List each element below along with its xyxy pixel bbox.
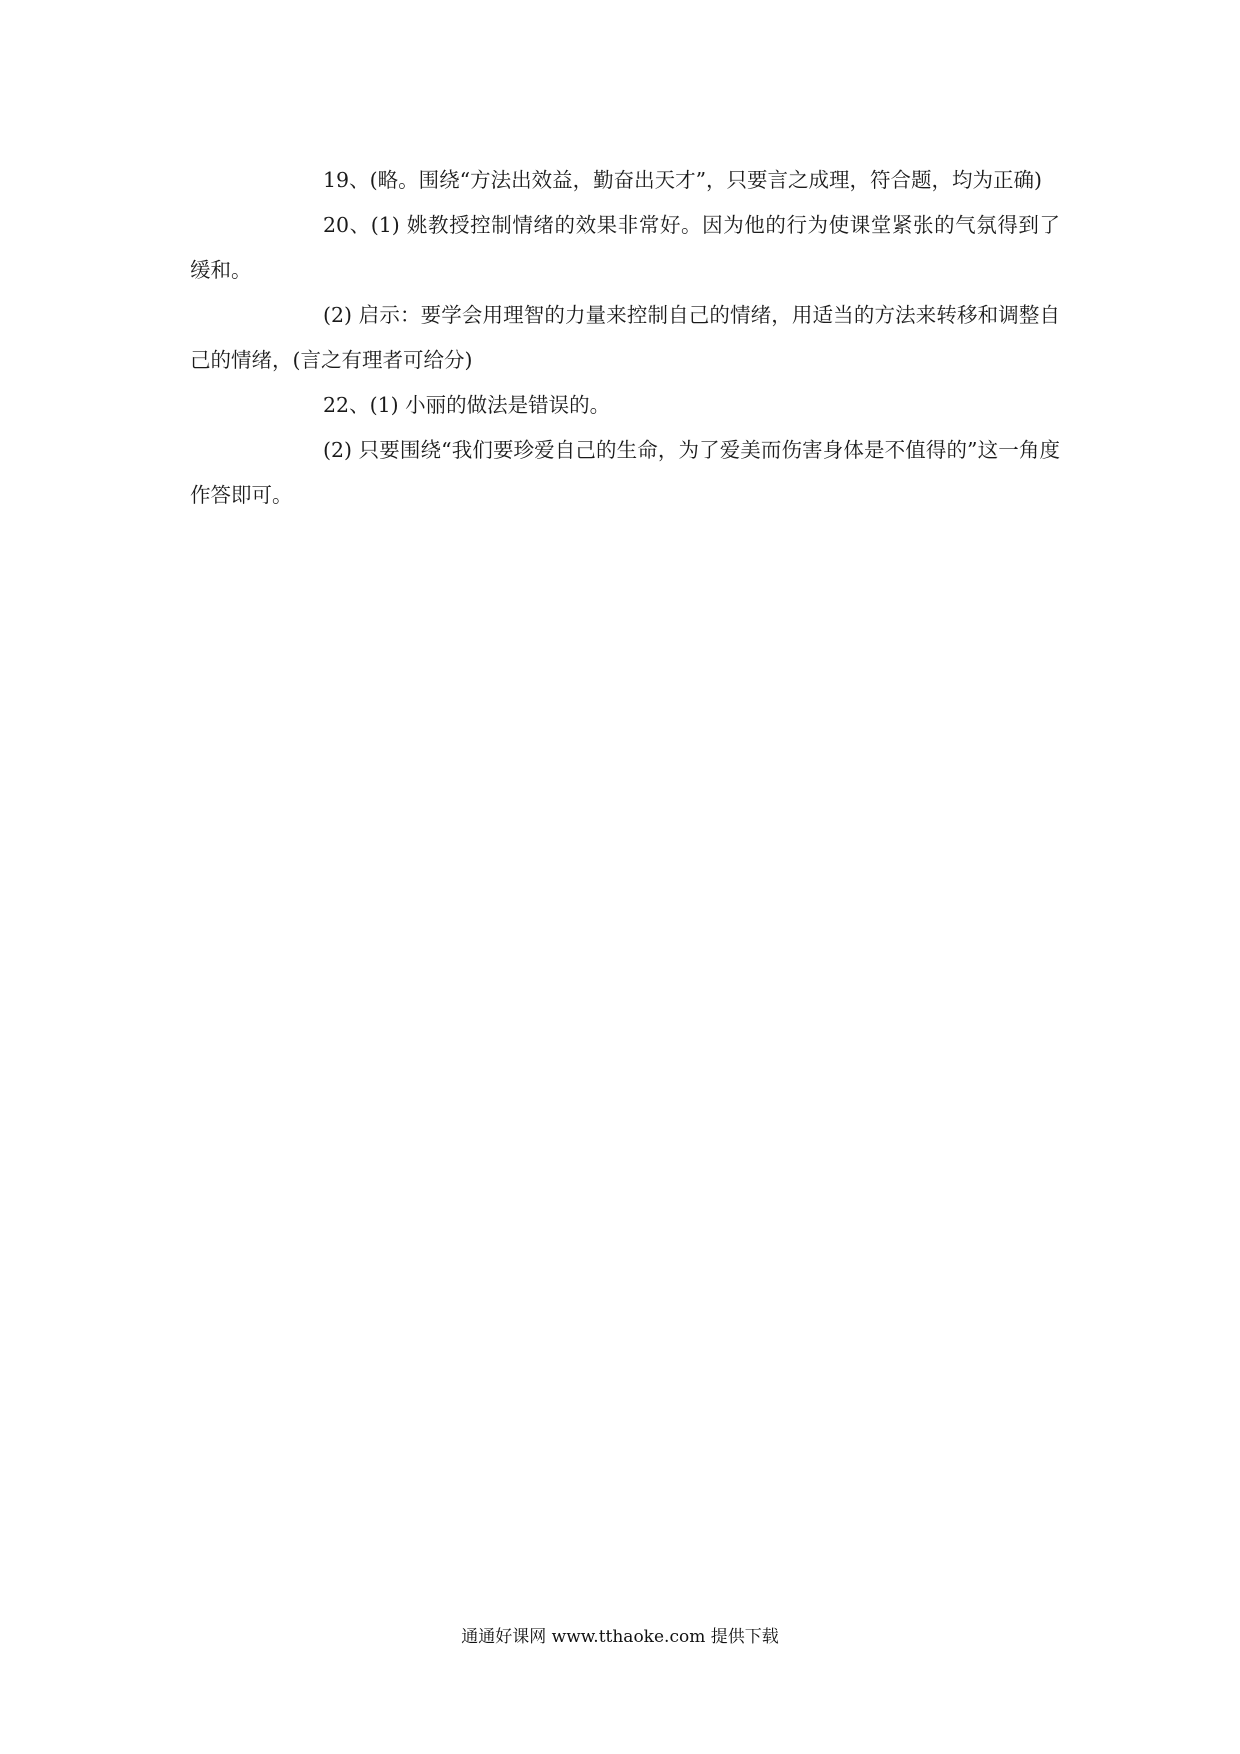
answer-22-part-2: (2) 只要围绕“我们要珍爱自己的生命，为了爱美而伤害身体是不值得的”这一角度作答即可。 <box>190 438 1060 507</box>
answer-19: 19、(略。围绕“方法出效益，勤奋出天才”，只要言之成理，符合题，均为正确) <box>323 168 1043 192</box>
page-footer: 通通好课网 www.tthaoke.com 提供下载 <box>461 1627 779 1647</box>
answer-22-part-1: 22、(1) 小丽的做法是错误的。 <box>323 393 611 417</box>
answer-20-part-2: (2) 启示：要学会用理智的力量来控制自己的情绪，用适当的方法来转移和调整自己的情绪，(言之有理者可给分) <box>190 303 1060 372</box>
answer-20-part-1: 20、(1) 姚教授控制情绪的效果非常好。因为他的行为使课堂紧张的气氛得到了缓和。 <box>190 213 1060 282</box>
answer-key <box>190 158 1060 518</box>
